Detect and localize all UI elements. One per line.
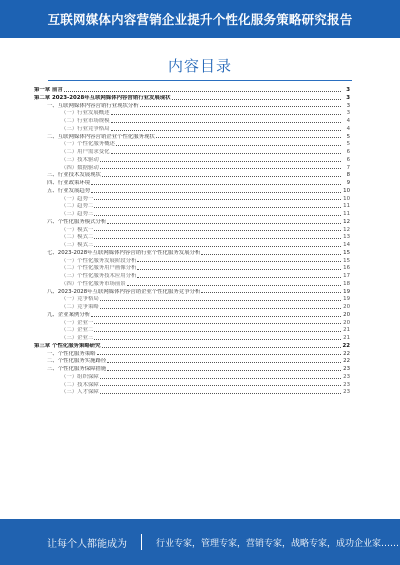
toc-entry-label: （四）数据驱动: [61, 164, 99, 171]
toc-entry-label: （一）个性化服务概述: [61, 141, 115, 148]
toc-entry[interactable]: [0, 382, 400, 390]
toc-entry-label: （三）技术驱动: [61, 156, 99, 163]
toc-entry[interactable]: [0, 180, 400, 188]
toc-entry-page: 10: [343, 195, 350, 202]
toc-entry[interactable]: [0, 304, 400, 312]
toc-entry[interactable]: [0, 118, 400, 126]
toc-entry-page: 20: [343, 319, 350, 326]
toc-entry[interactable]: [0, 366, 400, 374]
toc-entry[interactable]: [0, 327, 400, 335]
toc-entry-label: （一）行业发展概述: [61, 110, 110, 117]
toc-entry-label: （一）企业一: [61, 319, 94, 326]
toc-entry-leader: [64, 90, 341, 92]
toc-entry-label: （二）趋势二: [61, 203, 94, 210]
toc-entry-page: 21: [343, 335, 350, 341]
footer-slogan: 行业专家，管理专家，营销专家，战略专家，成功企业家……: [156, 538, 400, 549]
toc-entry-label: 七、2023-2028年互联网媒体内容营销行业个性化服务发展分析: [47, 249, 201, 256]
toc-entry-page: 17: [343, 273, 350, 279]
toc-entry-leader: [201, 291, 341, 293]
toc-entry-leader: [97, 353, 341, 355]
toc-entry[interactable]: [0, 250, 400, 258]
toc-entry-page: 21: [343, 327, 350, 334]
toc-entry-page: 15: [343, 257, 350, 264]
toc-entry-label: 六、个性化服务模式分析: [47, 218, 107, 225]
toc-entry-page: 3: [346, 94, 350, 101]
toc-entry-label: 二、互联网媒体内容营销企业个性化服务现状: [47, 133, 155, 140]
toc-entry-leader: [100, 160, 341, 162]
toc-entry-label: （三）趋势三: [61, 211, 94, 217]
toc-entry-page: 23: [343, 389, 350, 396]
toc-entry-label: 第二章 2023-2028年互联网媒体内容营销行业发展现状: [34, 94, 171, 101]
toc-entry-page: 5: [346, 133, 350, 140]
toc-entry-label: 四、行业政策环境: [47, 180, 91, 186]
toc-entry-page: 3: [346, 110, 350, 117]
toc-entry-leader: [116, 144, 341, 146]
toc-entry-page: 6: [346, 149, 350, 155]
toc-entry-page: 23: [343, 381, 350, 388]
table-of-contents: [0, 87, 400, 397]
toc-entry[interactable]: [0, 389, 400, 397]
toc-entry[interactable]: [0, 157, 400, 165]
toc-entry-leader: [137, 276, 341, 278]
toc-entry-label: （三）人才保障: [61, 389, 99, 396]
toc-entry[interactable]: [0, 172, 400, 180]
toc-entry[interactable]: [0, 358, 400, 366]
toc-entry-page: 5: [346, 141, 350, 148]
toc-entry-page: 16: [343, 265, 350, 272]
toc-entry-leader: [91, 315, 341, 317]
toc-entry-leader: [94, 322, 341, 324]
toc-entry-page: 11: [343, 203, 350, 210]
toc-entry-page: 10: [343, 187, 350, 194]
toc-entry-leader: [94, 229, 341, 231]
toc-entry[interactable]: [0, 211, 400, 219]
toc-entry-leader: [100, 377, 341, 379]
toc-entry-page: 12: [343, 218, 350, 225]
toc-entry[interactable]: [0, 320, 400, 328]
toc-entry-page: 22: [343, 350, 350, 357]
toc-entry-label: （一）组织保障: [61, 373, 99, 380]
toc-entry-label: （一）趋势一: [61, 195, 94, 202]
toc-heading: 内容目录: [167, 57, 232, 75]
report-header-bar: [0, 0, 400, 38]
toc-entry[interactable]: [0, 258, 400, 266]
toc-entry[interactable]: [0, 149, 400, 157]
footer-brand-text: 让每个人都能成为: [47, 538, 127, 550]
toc-entry-leader: [100, 384, 341, 386]
toc-entry-page: 23: [343, 366, 350, 372]
toc-entry-label: （一）个性化服务发展阶段分析: [61, 257, 137, 264]
toc-entry-label: （一）模式一: [61, 226, 94, 233]
toc-entry[interactable]: [0, 141, 400, 149]
toc-entry[interactable]: [0, 165, 400, 173]
toc-entry[interactable]: [0, 134, 400, 142]
toc-entry[interactable]: [0, 227, 400, 235]
toc-entry[interactable]: [0, 374, 400, 382]
toc-entry[interactable]: [0, 242, 400, 250]
toc-entry-leader: [172, 98, 341, 100]
toc-entry-page: 19: [343, 296, 350, 303]
toc-entry[interactable]: [0, 103, 400, 111]
toc-entry-leader: [111, 152, 341, 154]
toc-entry-page: 22: [342, 342, 350, 349]
toc-entry[interactable]: [0, 265, 400, 273]
footer-bar: [0, 519, 400, 565]
toc-entry-page: 13: [343, 234, 350, 241]
toc-entry[interactable]: [0, 219, 400, 227]
toc-entry-leader: [156, 136, 341, 138]
toc-entry-leader: [201, 253, 341, 255]
toc-entry-leader: [100, 307, 341, 309]
toc-entry-leader: [102, 175, 341, 177]
toc-entry-page: 14: [343, 242, 350, 248]
toc-entry-label: （二）技术保障: [61, 381, 99, 388]
toc-entry-page: 4: [346, 125, 350, 132]
toc-entry-page: 22: [343, 358, 350, 365]
toc-entry-page: 9: [346, 180, 350, 186]
toc-entry[interactable]: [0, 203, 400, 211]
toc-entry-leader: [94, 206, 341, 208]
toc-entry-label: （三）个性化服务技术应用分析: [61, 273, 137, 279]
toc-entry-label: 三、行业技术发展现状: [47, 172, 101, 179]
toc-entry-leader: [100, 167, 341, 169]
toc-entry-leader: [100, 299, 341, 301]
toc-entry-page: 19: [343, 288, 350, 295]
toc-entry[interactable]: [0, 335, 400, 343]
toc-entry-label: 八、2023-2028年互联网媒体内容营销企业个性化服务竞争分析: [47, 288, 201, 295]
toc-entry-page: 23: [343, 373, 350, 380]
toc-entry-label: 一、个性化服务策略: [47, 350, 96, 357]
toc-entry[interactable]: [0, 281, 400, 289]
toc-entry-label: （三）企业三: [61, 335, 94, 341]
toc-entry-leader: [111, 129, 341, 131]
toc-entry-leader: [102, 346, 341, 348]
toc-entry-leader: [127, 284, 341, 286]
toc-entry-leader: [107, 369, 341, 371]
toc-entry-page: 4: [346, 118, 350, 124]
toc-entry-label: （二）模式二: [61, 234, 94, 241]
toc-entry-label: （二）个性化服务用户画像分析: [61, 265, 137, 272]
toc-entry-leader: [94, 330, 341, 332]
toc-entry-label: （二）用户需求变化: [61, 149, 110, 155]
toc-entry-label: （二）竞争策略: [61, 304, 99, 310]
toc-entry-page: 20: [343, 304, 350, 310]
toc-entry-leader: [111, 121, 341, 123]
toc-entry-label: 五、行业发展趋势: [47, 187, 91, 194]
toc-entry-leader: [107, 361, 341, 363]
toc-entry[interactable]: [0, 188, 400, 196]
footer-divider: [141, 534, 142, 550]
toc-entry[interactable]: [0, 196, 400, 204]
toc-entry-label: （一）竞争格局: [61, 296, 99, 303]
toc-entry-page: 11: [343, 211, 350, 217]
toc-entry-label: （四）个性化服务市场前景: [61, 280, 126, 287]
toc-entry-leader: [94, 198, 341, 200]
toc-entry-page: 7: [346, 164, 350, 171]
toc-entry-label: （二）行业市场规模: [61, 118, 110, 124]
toc-entry[interactable]: [0, 343, 400, 351]
toc-entry-leader: [107, 222, 341, 224]
toc-entry-label: （三）模式三: [61, 242, 94, 248]
toc-entry-label: 二、个性化服务实施路径: [47, 358, 107, 365]
toc-entry-page: 15: [343, 249, 350, 256]
toc-entry-leader: [94, 237, 341, 239]
toc-heading-divider: [48, 80, 352, 81]
toc-entry[interactable]: [0, 296, 400, 304]
toc-entry-label: （三）行业竞争格局: [61, 125, 110, 132]
toc-entry-label: 第一章 前言: [34, 87, 63, 93]
toc-entry-page: 3: [346, 102, 350, 109]
toc-entry-label: （二）企业二: [61, 327, 94, 334]
toc-entry-label: 九、企业案例分析: [47, 311, 91, 318]
toc-entry[interactable]: [0, 110, 400, 118]
toc-entry-leader: [137, 260, 341, 262]
toc-entry-page: 12: [343, 226, 350, 233]
toc-entry-leader: [111, 113, 341, 115]
toc-entry-page: 6: [346, 156, 350, 163]
toc-entry[interactable]: [0, 126, 400, 134]
toc-entry[interactable]: [0, 234, 400, 242]
toc-entry-leader: [140, 105, 341, 107]
report-title: 互联网媒体内容营销企业提升个性化服务策略研究报告: [47, 12, 353, 27]
toc-entry-label: 三、个性化服务保障措施: [47, 366, 107, 372]
toc-entry-leader: [91, 191, 341, 193]
toc-entry-page: 18: [343, 280, 350, 287]
toc-entry-leader: [91, 183, 341, 185]
toc-entry-leader: [94, 214, 341, 216]
toc-entry-leader: [94, 338, 341, 340]
toc-entry[interactable]: [0, 289, 400, 297]
toc-entry[interactable]: [0, 87, 400, 95]
toc-entry-page: 8: [346, 172, 350, 179]
toc-entry-leader: [94, 245, 341, 247]
toc-entry[interactable]: [0, 273, 400, 281]
toc-entry[interactable]: [0, 351, 400, 359]
toc-entry[interactable]: [0, 95, 400, 103]
toc-entry-leader: [100, 392, 341, 394]
toc-entry[interactable]: [0, 312, 400, 320]
toc-entry-page: 20: [343, 311, 350, 318]
toc-entry-leader: [137, 268, 341, 270]
toc-entry-label: 一、互联网媒体内容营销行业现状分析: [47, 102, 139, 109]
toc-entry-label: 第三章 个性化服务策略研究: [34, 342, 101, 349]
toc-entry-page: 3: [346, 87, 350, 93]
